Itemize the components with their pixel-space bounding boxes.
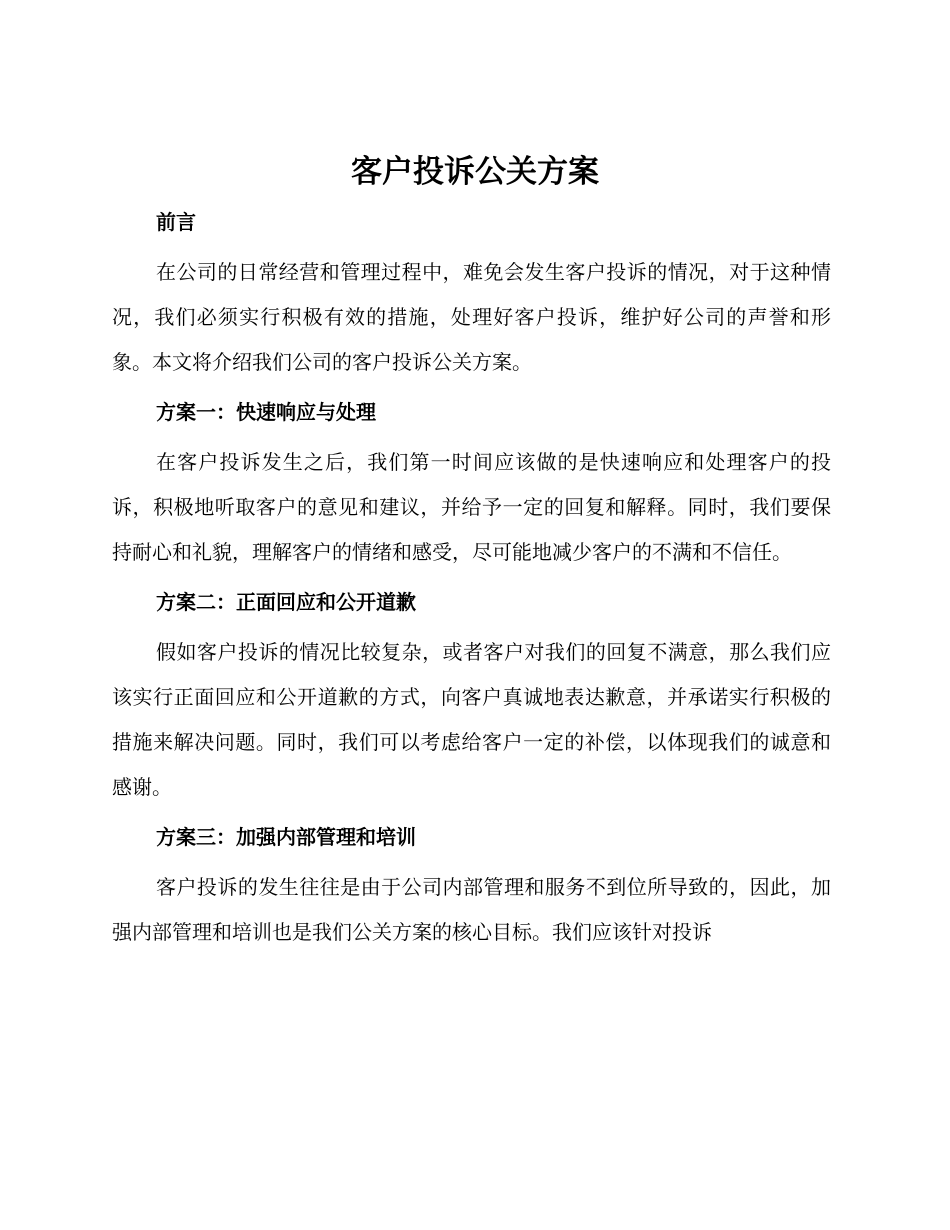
section-1-heading: 方案一：快速响应与处理 bbox=[156, 400, 376, 424]
document-body bbox=[112, 205, 831, 955]
section-2-heading: 方案二：正面回应和公开道歉 bbox=[156, 590, 416, 614]
page-title: 客户投诉公关方案 bbox=[351, 154, 599, 190]
intro-paragraph: 在公司的日常经营和管理过程中，难免会发生客户投诉的情况，对于这种情况，我们必须实行积极有效的措施，处理好客户投诉，维护好公司的声誉和形象。本文将介绍我们公司的客户投诉公关方案。 bbox=[112, 260, 831, 374]
section-3-heading: 方案三：加强内部管理和培训 bbox=[156, 825, 416, 849]
section-2-paragraph: 假如客户投诉的情况比较复杂，或者客户对我们的回复不满意，那么我们应该实行正面回应和公开道歉的方式，向客户真诚地表达歉意，并承诺实行积极的措施来解决问题。同时，我们可以考虑给客户一定的补偿，以体现我们的诚意和感谢。 bbox=[112, 640, 831, 799]
intro-heading: 前言 bbox=[156, 210, 196, 234]
section-3-paragraph: 客户投诉的发生往往是由于公司内部管理和服务不到位所导致的，因此，加强内部管理和培训也是我们公关方案的核心目标。我们应该针对投诉 bbox=[112, 875, 831, 944]
section-1-paragraph: 在客户投诉发生之后，我们第一时间应该做的是快速响应和处理客户的投诉，积极地听取客户的意见和建议，并给予一定的回复和解释。同时，我们要保持耐心和礼貌，理解客户的情绪和感受，尽可能地减少客户的不满和不信任。 bbox=[112, 450, 831, 564]
